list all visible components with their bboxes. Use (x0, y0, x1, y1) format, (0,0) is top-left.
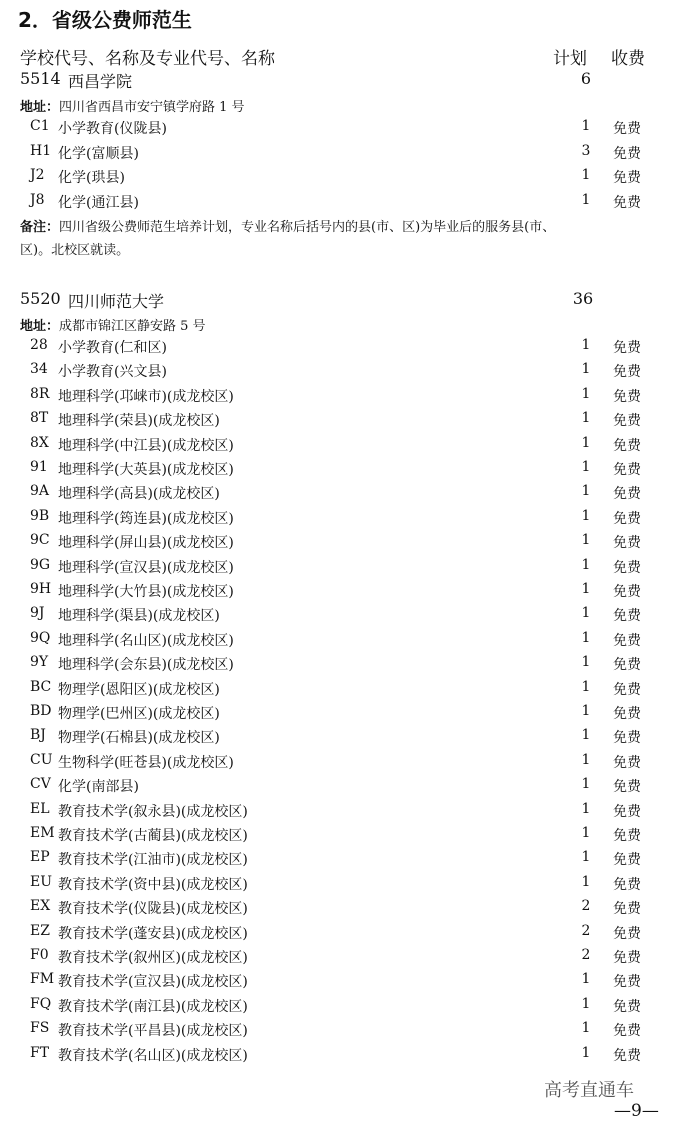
major-fee: 免费 (613, 828, 641, 844)
school-address (20, 96, 245, 115)
major-name: 化学(富顺县) (58, 145, 139, 162)
school-code: 5514 (20, 69, 61, 88)
major-plan: 1 (581, 361, 591, 378)
major-code: 8X (30, 434, 49, 451)
major-name: 教育技术学(叙永县)(成龙校区) (58, 803, 248, 820)
address-text: 四川省西昌市安宁镇学府路 1 号 (59, 100, 245, 115)
major-name: 地理科学(大竹县)(成龙校区) (58, 584, 234, 600)
major-fee: 免费 (613, 998, 641, 1015)
major-name: 化学(通江县) (58, 194, 139, 211)
major-code: 91 (30, 459, 48, 475)
major-fee: 免费 (613, 657, 641, 674)
major-code: 9Q (30, 629, 51, 646)
major-plan: 1 (581, 1044, 591, 1061)
major-name: 教育技术学(江油市)(成龙校区) (58, 852, 248, 869)
major-fee: 免费 (613, 194, 641, 211)
section-title: 2．省级公费师范生 (18, 8, 192, 32)
major-code: FS (30, 1020, 50, 1037)
major-code: BC (30, 678, 52, 695)
address-text: 成都市锦江区静安路 5 号 (59, 319, 206, 334)
major-fee: 免费 (613, 754, 641, 771)
major-fee: 免费 (613, 608, 641, 625)
major-name: 地理科学(筠连县)(成龙校区) (58, 510, 234, 527)
major-code: C1 (30, 118, 50, 134)
major-name: 小学教育(仪陇县) (58, 121, 167, 137)
major-plan: 1 (581, 337, 591, 353)
school-name: 四川师范大学 (68, 292, 165, 311)
school-plan: 36 (572, 289, 594, 308)
major-code: J2 (30, 167, 45, 183)
address-label: 地址： (20, 100, 60, 115)
major-code: F0 (30, 947, 49, 963)
major-plan: 1 (581, 751, 591, 768)
school-plan: 6 (580, 69, 592, 88)
major-code: 9B (30, 507, 50, 524)
major-plan: 1 (581, 532, 591, 549)
major-code: 8T (30, 410, 49, 427)
major-fee: 免费 (613, 876, 641, 893)
major-fee: 免费 (613, 1023, 641, 1040)
major-fee: 免费 (613, 706, 641, 722)
major-plan: 1 (581, 581, 591, 597)
header-plan-column: 计划 (553, 49, 587, 69)
major-fee: 免费 (613, 974, 641, 991)
major-plan: 1 (581, 776, 591, 793)
major-code: EM (30, 825, 55, 841)
school-code: 5520 (20, 289, 61, 308)
major-plan: 1 (581, 971, 591, 988)
address-label: 地址： (20, 319, 60, 334)
major-fee: 免费 (613, 584, 641, 600)
major-fee: 免费 (613, 510, 641, 527)
school-name: 西昌学院 (68, 72, 133, 91)
major-fee: 免费 (613, 559, 641, 576)
major-fee: 免费 (613, 145, 641, 162)
major-name: 化学(南部县) (58, 779, 139, 796)
major-name: 物理学(巴州区)(成龙校区) (58, 706, 220, 722)
major-code: 9H (30, 581, 52, 597)
school-address (20, 315, 206, 334)
major-name: 地理科学(大英县)(成龙校区) (58, 462, 234, 478)
major-code: 9A (30, 483, 50, 500)
major-plan: 1 (581, 800, 591, 817)
note-label: 备注： (20, 220, 60, 235)
major-name: 小学教育(兴文县) (58, 364, 167, 381)
major-name: 地理科学(屏山县)(成龙校区) (58, 535, 234, 552)
major-name: 教育技术学(南江县)(成龙校区) (58, 998, 248, 1015)
major-fee: 免费 (613, 413, 641, 430)
major-fee: 免费 (613, 535, 641, 552)
major-plan: 1 (581, 1020, 591, 1037)
major-name: 地理科学(邛崃市)(成龙校区) (58, 388, 234, 405)
major-plan: 1 (581, 995, 591, 1012)
major-fee: 免费 (613, 462, 641, 478)
major-plan: 1 (581, 385, 591, 402)
header-school-column: 学校代号、名称及专业代号、名称 (20, 49, 275, 69)
major-fee: 免费 (613, 340, 641, 356)
major-name: 教育技术学(叙州区)(成龙校区) (58, 950, 248, 966)
major-plan: 1 (581, 873, 591, 890)
major-name: 物理学(石棉县)(成龙校区) (58, 730, 220, 747)
major-name: 地理科学(名山区)(成龙校区) (58, 632, 234, 649)
major-plan: 1 (581, 459, 591, 475)
major-name: 地理科学(荣县)(成龙校区) (58, 413, 220, 430)
major-plan: 1 (581, 191, 591, 208)
major-code: EX (30, 898, 51, 915)
major-plan: 1 (581, 654, 591, 671)
major-plan: 3 (581, 142, 591, 159)
major-name: 地理科学(会东县)(成龙校区) (58, 657, 234, 674)
note-line-2: 区)。北校区就读。 (20, 243, 130, 258)
major-plan: 1 (581, 410, 591, 427)
major-name: 教育技术学(资中县)(成龙校区) (58, 876, 248, 893)
major-plan: 1 (581, 849, 591, 866)
watermark: 高考直通车 (544, 1080, 634, 1101)
major-fee: 免费 (613, 364, 641, 381)
major-name: 地理科学(高县)(成龙校区) (58, 486, 220, 503)
major-code: 9G (30, 556, 51, 573)
major-plan: 1 (581, 118, 591, 134)
major-name: 物理学(恩阳区)(成龙校区) (58, 681, 220, 698)
major-fee: 免费 (613, 950, 641, 966)
major-code: BJ (30, 727, 46, 744)
major-plan: 1 (581, 434, 591, 451)
major-fee: 免费 (613, 852, 641, 869)
major-plan: 1 (581, 703, 591, 719)
major-name: 生物科学(旺苍县)(成龙校区) (58, 754, 234, 771)
major-code: 28 (30, 337, 48, 353)
major-name: 地理科学(渠县)(成龙校区) (58, 608, 220, 625)
major-fee: 免费 (613, 437, 641, 454)
major-code: CV (30, 776, 51, 793)
major-plan: 1 (581, 507, 591, 524)
major-name: 教育技术学(宣汉县)(成龙校区) (58, 974, 248, 991)
major-code: H1 (30, 142, 52, 159)
major-code: EU (30, 873, 53, 890)
major-fee: 免费 (613, 803, 641, 820)
major-code: 9Y (30, 654, 49, 671)
major-fee: 免费 (613, 486, 641, 503)
major-plan: 2 (581, 922, 591, 939)
major-code: 9C (30, 532, 50, 549)
major-code: FM (30, 971, 55, 988)
major-code: EP (30, 849, 50, 866)
major-code: EZ (30, 922, 50, 939)
note-line-1: 四川省级公费师范生培养计划，专业名称后括号内的县(市、区)为毕业后的服务县(市、 (59, 220, 556, 235)
major-plan: 1 (581, 727, 591, 744)
major-name: 教育技术学(古蔺县)(成龙校区) (58, 828, 248, 844)
header-fee-column: 收费 (611, 49, 645, 69)
major-fee: 免费 (613, 730, 641, 747)
major-plan: 1 (581, 825, 591, 841)
major-plan: 2 (581, 898, 591, 915)
major-plan: 1 (581, 556, 591, 573)
major-code: BD (30, 703, 52, 719)
page-number: —9— (614, 1101, 659, 1121)
major-name: 地理科学(宣汉县)(成龙校区) (58, 559, 234, 576)
major-name: 地理科学(中江县)(成龙校区) (58, 437, 234, 454)
major-fee: 免费 (613, 681, 641, 698)
major-name: 化学(珙县) (58, 170, 125, 186)
major-code: FT (30, 1044, 50, 1061)
major-plan: 2 (581, 947, 591, 963)
major-code: 8R (30, 385, 50, 402)
major-name: 小学教育(仁和区) (58, 340, 167, 356)
major-fee: 免费 (613, 170, 641, 186)
major-fee: 免费 (613, 1047, 641, 1064)
major-name: 教育技术学(名山区)(成龙校区) (58, 1047, 248, 1064)
major-code: CU (30, 751, 53, 768)
major-code: J8 (30, 191, 45, 208)
major-code: 9J (30, 605, 45, 622)
major-plan: 1 (581, 483, 591, 500)
major-code: 34 (30, 361, 48, 378)
major-name: 教育技术学(平昌县)(成龙校区) (58, 1023, 248, 1040)
major-plan: 1 (581, 629, 591, 646)
major-name: 教育技术学(仪陇县)(成龙校区) (58, 901, 248, 918)
major-plan: 1 (581, 167, 591, 183)
major-fee: 免费 (613, 388, 641, 405)
major-plan: 1 (581, 678, 591, 695)
major-name: 教育技术学(蓬安县)(成龙校区) (58, 925, 248, 942)
major-fee: 免费 (613, 901, 641, 918)
major-fee: 免费 (613, 121, 641, 137)
major-plan: 1 (581, 605, 591, 622)
major-fee: 免费 (613, 925, 641, 942)
major-fee: 免费 (613, 779, 641, 796)
school-note (20, 216, 670, 262)
major-code: EL (30, 800, 50, 817)
major-fee: 免费 (613, 632, 641, 649)
major-code: FQ (30, 995, 52, 1012)
